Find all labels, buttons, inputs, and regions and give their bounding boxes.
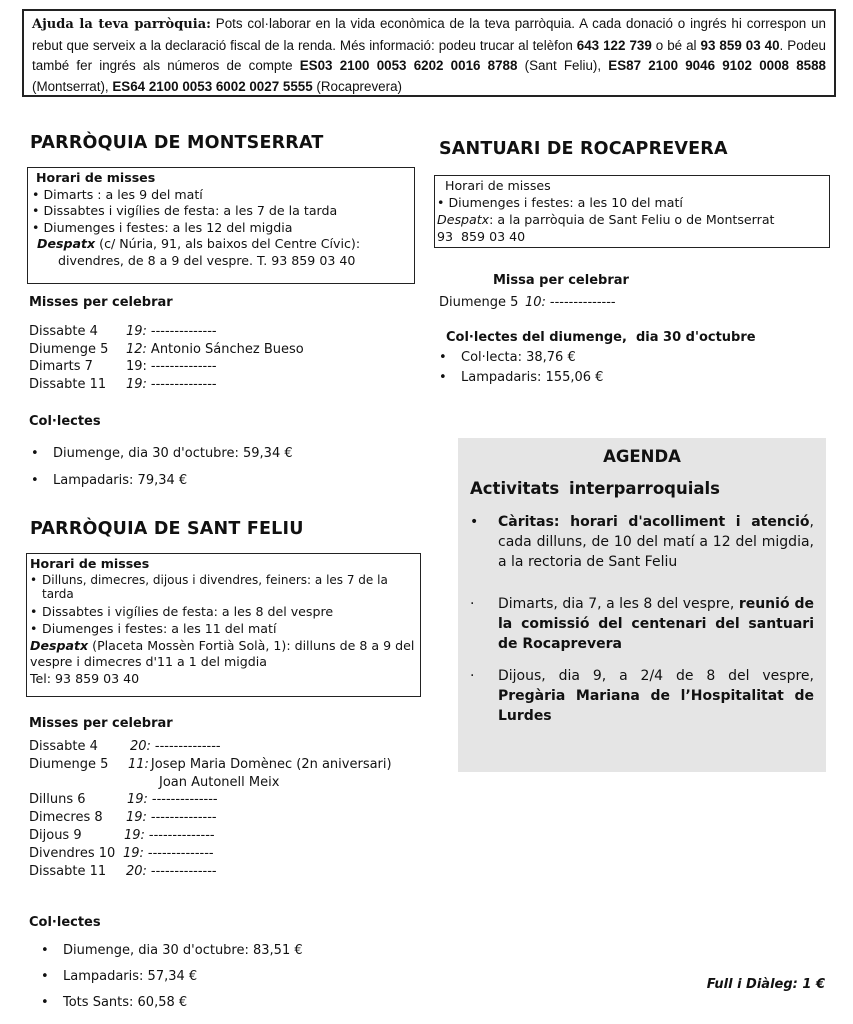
donation-info-banner — [22, 9, 836, 97]
bullet: · — [470, 668, 475, 684]
schedule-title: Horari de misses — [36, 170, 156, 185]
mass-day: Diumenge 5 — [29, 756, 109, 772]
account-sant-feliu: ES03 2100 0053 6202 0016 8788 — [299, 58, 518, 73]
mass-row — [29, 809, 392, 827]
mass-intention: -------------- — [147, 845, 214, 861]
mass-hour: 19: — [126, 324, 147, 339]
schedule-item: • Dissabtes i vigílies de festa: a les 8 del vespre — [30, 603, 334, 619]
despatx-label: Despatx — [437, 212, 490, 227]
santfeliu-title: PARRÒQUIA DE SANT FELIU — [30, 519, 304, 539]
mass-day: Dissabte 4 — [29, 324, 98, 339]
rocaprevera-schedule-box — [434, 175, 830, 248]
mass-hour: 19: — [126, 359, 147, 374]
collection-item: • Lampadaris: 155,06 € — [439, 368, 603, 388]
banner-phone-1: 643 122 739 — [576, 37, 652, 53]
banner-text: (Rocaprevera) — [312, 78, 402, 94]
rocaprevera-collections-title: Col·lectes del diumenge, dia 30 d'octubre — [446, 330, 756, 345]
banner-text: (Montserrat), — [32, 78, 113, 94]
santfeliu-schedule-box — [26, 553, 421, 697]
agenda-item-text: , cada dilluns, de 10 del matí a 12 del migdia, a la rectoria de Sant Feliu — [498, 514, 814, 570]
mass-intention: -------------- — [150, 863, 217, 879]
mass-hour: 20: — [130, 739, 151, 754]
schedule-text: Dilluns, dimecres, dijous i divendres, feiners: a les 7 de la tarda — [42, 572, 388, 601]
despatx-text-2: divendres, de 8 a 9 del vespre. T. 93 859 03 40 — [58, 252, 356, 268]
agenda-item — [470, 512, 814, 572]
mass-intention: Antonio Sánchez Bueso — [150, 341, 304, 357]
mass-day: Dimarts 7 — [29, 359, 93, 374]
banner-lead: Ajuda la teva parròquia: — [32, 17, 211, 32]
mass-row — [29, 863, 392, 881]
mass-row — [29, 827, 392, 845]
collection-text: Diumenge, dia 30 d'octubre: 59,34 € — [53, 446, 293, 461]
mass-intention: -------------- — [151, 792, 218, 808]
santfeliu-masses-list — [29, 738, 392, 880]
despatx-label: Despatx — [30, 637, 89, 653]
despatx-text: (Placeta Mossèn Fortià Solà, 1): dilluns de 8 a 9 del vespre i dimecres d'11 a 1 del migdia — [30, 637, 415, 670]
agenda-item-highlight: Càritas: horari d'acolliment i atenció — [498, 514, 810, 530]
banner-text: Pots col·laborar en la vida econòmica de la teva parròquia. A cada donació o ingrés hi correspon un rebut que serveix a la declaració fiscal de la renda. Més informació: podeu trucar al telèfon — [32, 16, 826, 53]
montserrat-masses-title: Misses per celebrar — [29, 295, 173, 310]
mass-intention: -------------- — [150, 359, 217, 374]
account-rocaprevera: ES64 2100 0053 6002 0027 5555 — [112, 78, 313, 94]
agenda-item — [470, 666, 814, 726]
agenda-title: AGENDA — [603, 447, 681, 466]
agenda-item-highlight: Pregària Mariana de l’Hospitalitat de Lurdes — [498, 688, 814, 724]
collection-text: Lampadaris: 57,34 € — [63, 969, 198, 984]
schedule-title: Horari de misses — [445, 178, 551, 193]
mass-row — [29, 738, 392, 756]
montserrat-collections-title: Col·lectes — [29, 414, 101, 429]
mass-intention: Josep Maria Domènec (2n aniversari) — [150, 756, 392, 772]
collection-item: • Col·lecta: 38,76 € — [439, 348, 603, 368]
mass-day: Dissabte 11 — [29, 863, 107, 879]
mass-day: Dijous 9 — [29, 827, 82, 843]
santfeliu-masses-title: Misses per celebrar — [29, 716, 173, 731]
mass-intention: -------------- — [148, 827, 215, 843]
collection-text: Lampadaris: 79,34 € — [53, 473, 188, 488]
mass-intention: -------------- — [150, 376, 217, 392]
mass-hour: 10: — [525, 295, 546, 310]
agenda-item-text: Dijous, dia 9, a 2/4 de 8 del vespre, — [498, 668, 814, 684]
mass-intention: -------------- — [150, 324, 217, 339]
mass-row — [29, 756, 392, 774]
despatx-text: (c/ Núria, 91, als baixos del Centre Cívic): — [95, 236, 361, 252]
montserrat-title: PARRÒQUIA DE MONTSERRAT — [30, 133, 324, 153]
collection-text: Lampadaris: 155,06 € — [461, 370, 604, 385]
banner-text: o bé al — [651, 37, 701, 53]
santfeliu-collections-title: Col·lectes — [29, 915, 101, 930]
rocaprevera-mass-title: Missa per celebrar — [493, 273, 629, 288]
rocaprevera-title: SANTUARI DE ROCAPREVERA — [439, 139, 728, 159]
collection-text: Col·lecta: 38,76 € — [461, 350, 576, 365]
collection-text: Diumenge, dia 30 d'octubre: 83,51 € — [63, 943, 303, 958]
collection-text: Tots Sants: 60,58 € — [63, 995, 188, 1010]
mass-row — [29, 358, 304, 376]
phone: Tel: 93 859 03 40 — [30, 670, 140, 686]
mass-day: Dissabte 11 — [29, 376, 107, 392]
mass-hour: 19: — [127, 792, 148, 808]
mass-day: Divendres 10 — [29, 845, 116, 861]
agenda-panel — [458, 438, 826, 772]
schedule-title: Horari de misses — [30, 556, 150, 571]
mass-row — [29, 791, 392, 809]
agenda-item-text: Dimarts, dia 7, a les 8 del vespre, — [498, 596, 739, 612]
schedule-item: • Dissabtes i vigílies de festa: a les 7 de la tarda — [32, 203, 411, 220]
collection-item: • Diumenge, dia 30 d'octubre: 59,34 € — [31, 440, 293, 467]
mass-hour: 20: — [126, 863, 147, 879]
schedule-item: • Dimarts : a les 9 del matí — [32, 187, 411, 204]
phone: 93 859 03 40 — [437, 229, 526, 244]
mass-intention: -------------- — [549, 295, 616, 310]
mass-hour: 19: — [123, 845, 144, 861]
account-montserrat: ES87 2100 9046 9102 0008 8588 — [608, 58, 826, 73]
collection-item: • Tots Sants: 60,58 € — [41, 990, 303, 1016]
schedule-item: • Diumenges i festes: a les 11 del matí — [30, 621, 277, 637]
mass-row — [29, 774, 392, 792]
mass-day: Dimecres 8 — [29, 810, 103, 826]
banner-text: (Sant Feliu), — [517, 58, 609, 73]
mass-day: Diumenge 5 — [439, 295, 519, 310]
mass-hour: 11: — [128, 756, 149, 772]
mass-hour: 19: — [126, 810, 147, 826]
agenda-item-highlight: reunió de la comissió del centenari del santuari de Rocaprevera — [498, 596, 814, 652]
bullet: · — [470, 596, 475, 612]
montserrat-collections-list — [31, 440, 293, 494]
mass-row — [29, 845, 392, 863]
bullet: • — [470, 514, 479, 530]
despatx-label: Despatx — [37, 236, 96, 252]
schedule-item: • Diumenges i festes: a les 12 del migdia — [32, 220, 411, 237]
mass-hour: 12: — [126, 341, 147, 357]
mass-intention: -------------- — [150, 810, 217, 826]
schedule-item: • Diumenges i festes: a les 10 del matí — [437, 194, 827, 211]
montserrat-masses-list — [29, 323, 304, 393]
mass-row — [29, 323, 304, 341]
mass-intention: Joan Autonell Meix — [159, 774, 280, 790]
schedule-text: Diumenges i festes: a les 11 del matí — [42, 621, 277, 637]
agenda-subtitle: Activitats interparroquials — [470, 479, 720, 498]
despatx-text: : a la parròquia de Sant Feliu o de Montserrat — [489, 212, 775, 227]
price-footer: Full i Diàleg: 1 € — [706, 977, 825, 992]
mass-hour: 19: — [126, 376, 147, 392]
mass-hour: 19: — [124, 827, 145, 843]
mass-day: Dilluns 6 — [29, 792, 86, 808]
mass-intention: -------------- — [154, 739, 221, 754]
banner-text: . Podeu també fer ingrés als números de compte — [32, 37, 826, 73]
mass-day: Dissabte 4 — [29, 739, 98, 754]
montserrat-schedule-box — [27, 167, 415, 284]
agenda-item — [470, 594, 814, 654]
rocaprevera-mass — [439, 294, 616, 312]
collection-item: • Diumenge, dia 30 d'octubre: 83,51 € — [41, 938, 303, 964]
mass-day: Diumenge 5 — [29, 341, 109, 357]
santfeliu-collections-list — [41, 938, 303, 1016]
rocaprevera-collections-list — [439, 348, 603, 388]
schedule-text: Dissabtes i vigílies de festa: a les 8 del vespre — [42, 603, 334, 619]
mass-day — [29, 774, 155, 792]
schedule-item: • Dilluns, dimecres, dijous i divendres, feiners: a les 7 de la tarda — [30, 573, 417, 601]
collection-item: • Lampadaris: 79,34 € — [31, 467, 293, 494]
mass-row — [29, 376, 304, 394]
mass-row — [439, 294, 616, 312]
collection-item: • Lampadaris: 57,34 € — [41, 964, 303, 990]
banner-phone-2: 93 859 03 40 — [700, 37, 780, 53]
mass-row — [29, 341, 304, 359]
